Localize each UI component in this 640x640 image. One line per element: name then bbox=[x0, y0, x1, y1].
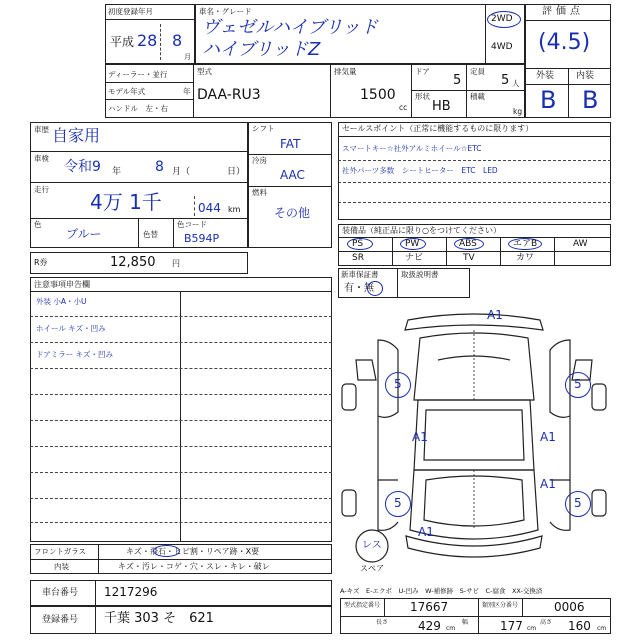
equipment-ps: PS bbox=[352, 239, 364, 249]
equipment-tv: TV bbox=[463, 253, 475, 263]
equipment-airbag: エアB bbox=[513, 239, 538, 249]
mark-right-front-door: A1 bbox=[540, 430, 556, 444]
fuel-label: 燃料 bbox=[252, 188, 267, 197]
height-label: 高さ bbox=[540, 619, 553, 626]
chassis-label: 車台番号 bbox=[42, 588, 79, 598]
notes-line1: 外装 小A・小U bbox=[36, 297, 87, 306]
era-label: 平成 bbox=[110, 35, 135, 49]
drive-2wd: 2WD bbox=[491, 14, 513, 24]
chassis-number: 1217296 bbox=[104, 585, 158, 599]
mark-left-front-door: A1 bbox=[412, 430, 428, 444]
plate-label: 登録番号 bbox=[42, 615, 79, 625]
exterior-grade: B bbox=[540, 86, 557, 114]
width-label: 幅 bbox=[462, 619, 469, 626]
spec-box bbox=[105, 64, 525, 118]
ac-label: 冷房 bbox=[252, 156, 267, 165]
first-registration-label: 初度登録年月 bbox=[108, 7, 153, 16]
mark-right-rear-door: A1 bbox=[540, 477, 556, 491]
color-no-label: 色替 bbox=[143, 230, 158, 239]
manual-label: 取扱説明書 bbox=[401, 270, 439, 279]
shape-label: 形状 bbox=[415, 92, 430, 101]
sales-points-line1: スマートキー☆社外アルミホイール☆ETC bbox=[342, 144, 482, 153]
equipment-leather: カワ bbox=[516, 253, 535, 263]
mark-left-rear-door: A1 bbox=[418, 525, 434, 539]
fuel: その他 bbox=[274, 206, 311, 220]
warranty-value: 有・無 bbox=[344, 283, 374, 294]
model-year-label: モデル年式 bbox=[108, 87, 146, 96]
height: 160 bbox=[568, 619, 591, 633]
equipment-title: 装備品（純正品に限り○をつけてください） bbox=[342, 226, 501, 235]
color-label: 色 bbox=[34, 220, 42, 229]
type-approval: 17667 bbox=[410, 600, 449, 614]
dealer-label: ディーラー・並行 bbox=[108, 70, 168, 79]
notes-title: 注意事項申告欄 bbox=[34, 280, 90, 289]
recycle-amount: 12,850 bbox=[110, 255, 156, 270]
mark-left-fender: 5 bbox=[394, 377, 402, 391]
warranty-none-circle bbox=[367, 281, 383, 296]
capacity: 5 bbox=[501, 73, 510, 88]
class-number: 0006 bbox=[554, 600, 585, 614]
windshield-value: キズ・飛石・ヒビ割・リペア跡・X要 bbox=[126, 547, 260, 556]
interior-condition-value: キズ・汚レ・コゲ・穴・スレ・キレ・破レ bbox=[118, 562, 270, 571]
inspection-month: 8 bbox=[155, 159, 164, 175]
sales-points-line2: 社外パーツ多数 シートヒーター ETC LED bbox=[342, 166, 498, 175]
car-name-label: 車名・グレード bbox=[199, 7, 252, 16]
class-label: 類別区分番号 bbox=[482, 602, 519, 609]
mark-right-fender: 5 bbox=[574, 377, 582, 391]
first-registration-month: 8 bbox=[172, 31, 183, 50]
equipment-abs: ABS bbox=[459, 239, 477, 249]
shift: FAT bbox=[280, 137, 301, 151]
model-label: 型式 bbox=[197, 67, 212, 76]
first-registration-year: 28 bbox=[137, 31, 158, 50]
interior-grade: B bbox=[582, 86, 599, 114]
mark-left-rear-quarter: 5 bbox=[394, 496, 402, 510]
spare-mark: レス bbox=[362, 540, 382, 551]
mileage-label: 走行 bbox=[34, 185, 49, 194]
warranty-label: 新車保証書 bbox=[341, 270, 379, 279]
spare-label: スペア bbox=[360, 564, 384, 573]
exterior-label: 外装 bbox=[536, 71, 555, 81]
displacement: 1500 bbox=[360, 87, 396, 103]
recycle-label: R券 bbox=[34, 258, 48, 267]
equipment-aw: AW bbox=[573, 239, 588, 249]
rating-value: (4.5) bbox=[538, 30, 591, 55]
damage-legend: A-キズ E-エクボ U-凹み W-補修跡 S-サビ C-腐食 XX-交換済 bbox=[340, 587, 543, 595]
length-label: 長さ bbox=[376, 619, 389, 626]
chip-circle bbox=[153, 545, 180, 557]
length: 429 bbox=[418, 619, 441, 633]
shape: HB bbox=[432, 99, 451, 114]
color-code: B594P bbox=[184, 232, 220, 245]
equipment-sr: SR bbox=[352, 253, 364, 263]
interior-condition-label: 内装 bbox=[54, 562, 69, 571]
model-code: DAA-RU3 bbox=[197, 87, 261, 103]
shift-label: シフト bbox=[252, 124, 275, 133]
capacity-label: 定員 bbox=[470, 67, 485, 76]
drive-4wd: 4WD bbox=[491, 42, 513, 52]
notes-line3: ドアミラー キズ・凹み bbox=[36, 350, 114, 359]
displacement-label: 排気量 bbox=[334, 67, 357, 76]
inspection-era: 令和9 bbox=[64, 159, 101, 175]
equipment-navi: ナビ bbox=[405, 253, 424, 263]
color: ブルー bbox=[66, 227, 102, 241]
load-label: 積載 bbox=[470, 92, 485, 101]
sales-points-title: セールスポイント（正常に機能するものに限ります） bbox=[342, 124, 534, 133]
notes-line2: ホイール キズ・凹み bbox=[36, 324, 106, 333]
ac: AAC bbox=[280, 168, 305, 182]
doors: 5 bbox=[453, 73, 462, 88]
windshield-label: フロントガラス bbox=[34, 547, 87, 556]
car-name: ヴェゼルハイブリッド bbox=[202, 17, 379, 38]
width: 177 bbox=[500, 619, 523, 633]
mileage-sub: 044 bbox=[198, 201, 221, 215]
mark-right-rear-quarter: 5 bbox=[574, 496, 582, 510]
usage: 自家用 bbox=[52, 126, 101, 145]
handle-label: ハンドル 左・右 bbox=[108, 104, 168, 113]
mileage-main: 4万 1千 bbox=[90, 190, 162, 214]
rating-label: 評価点 bbox=[542, 6, 584, 17]
inspection-label: 車検 bbox=[34, 154, 49, 163]
plate-number: 千葉 303 そ 621 bbox=[104, 611, 214, 626]
color-code-label: 色コード bbox=[177, 220, 207, 229]
interior-label: 内装 bbox=[576, 71, 595, 81]
equipment-pw: PW bbox=[405, 239, 420, 249]
type-approval-label: 型式指定番号 bbox=[344, 602, 381, 609]
usage-label: 車歴 bbox=[34, 125, 49, 134]
mark-front: A1 bbox=[487, 308, 503, 322]
door-label: ドア bbox=[415, 67, 430, 76]
car-grade: ハイブリッドZ bbox=[202, 39, 321, 60]
